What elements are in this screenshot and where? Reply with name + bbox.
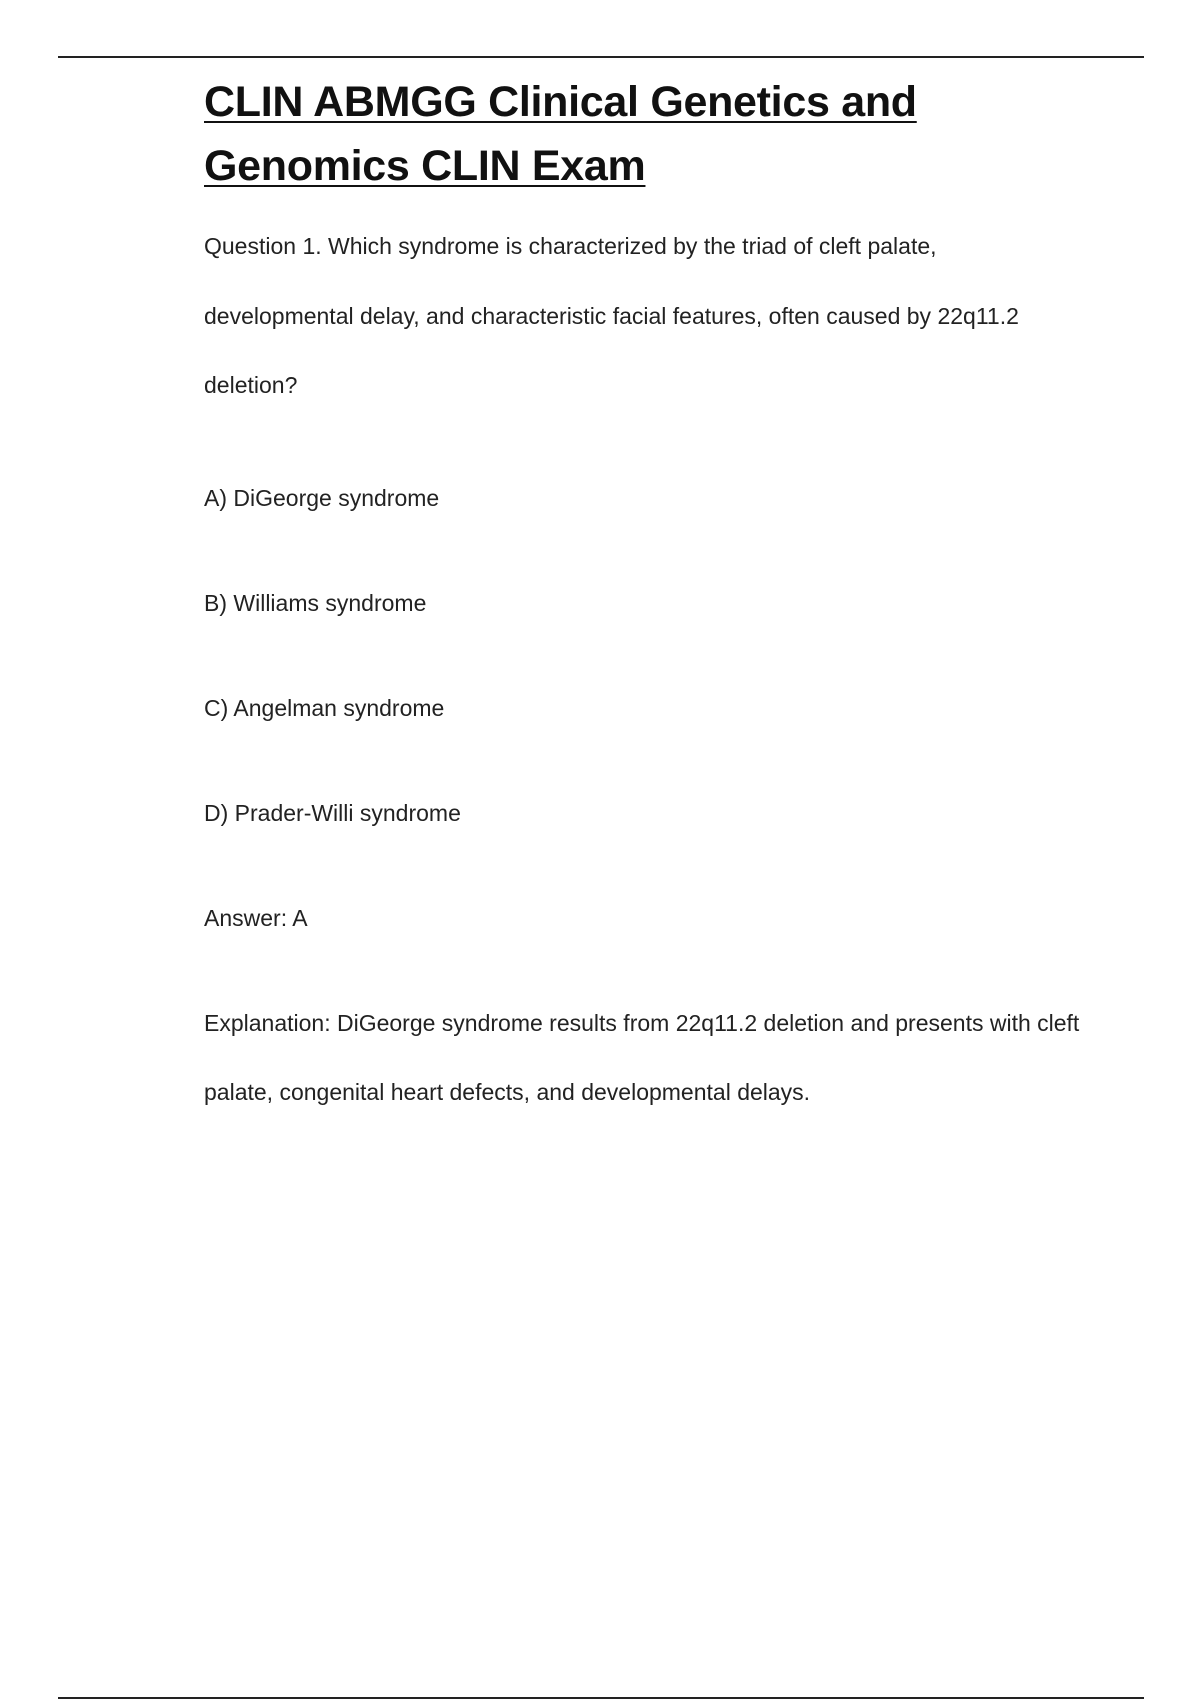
- answer-options: [204, 483, 1084, 828]
- document-title: CLIN ABMGG Clinical Genetics and Genomics CLIN Exam: [204, 78, 917, 190]
- option-b: B) Williams syndrome: [204, 589, 427, 616]
- explanation-text: Explanation: DiGeorge syndrome results from 22q11.2 deletion and presents with cleft palate, congenital heart defects, and developmental delays.: [204, 1009, 1080, 1105]
- answer-text: Answer: A: [204, 904, 308, 931]
- option-d: D) Prader-Willi syndrome: [204, 799, 461, 826]
- document-content: [204, 70, 1084, 1127]
- question-text: Question 1. Which syndrome is characterized by the triad of cleft palate, developmental delay, and characteristic facial features, often caused by 22q11.2 deletion?: [204, 233, 1019, 398]
- option-c: C) Angelman syndrome: [204, 694, 445, 721]
- top-rule: [58, 56, 1144, 58]
- bottom-rule: [58, 1697, 1144, 1699]
- option-a: A) DiGeorge syndrome: [204, 484, 440, 511]
